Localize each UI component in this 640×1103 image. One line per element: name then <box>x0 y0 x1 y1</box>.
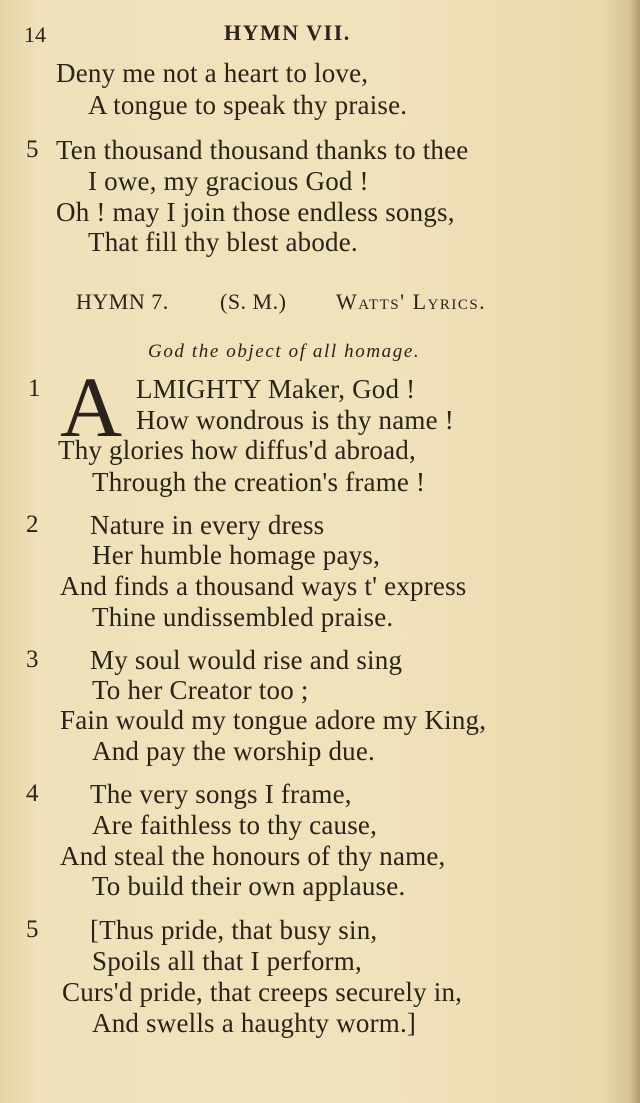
verse-line: Fain would my tongue adore my King, <box>60 705 487 735</box>
page-edge-shadow <box>630 0 640 1103</box>
verse-line: Through the creation's frame ! <box>92 467 426 497</box>
verse-number: 5 <box>26 916 39 943</box>
verse-number: 1 <box>28 375 41 402</box>
verse-line: Curs'd pride, that creeps securely in, <box>62 977 463 1007</box>
verse-line: The very songs I frame, <box>90 779 352 809</box>
hymn-source: Watts' Lyrics. <box>336 289 487 314</box>
verse-line: LMIGHTY Maker, God ! <box>136 374 416 404</box>
verse-line: [Thus pride, that busy sin, <box>90 915 378 945</box>
hymn-title: HYMN 7. <box>76 289 169 314</box>
verse-line: And swells a haughty worm.] <box>92 1008 417 1038</box>
verse-line: That fill thy blest abode. <box>88 227 358 257</box>
verse-line: To build their own applause. <box>92 871 406 901</box>
page-number: 14 <box>24 22 46 47</box>
running-head: HYMN VII. <box>224 20 351 45</box>
verse-line: I owe, my gracious God ! <box>88 166 369 196</box>
verse-number: 3 <box>26 646 39 673</box>
verse-line: And steal the honours of thy name, <box>60 841 446 871</box>
verse-line: And finds a thousand ways t' express <box>60 571 467 601</box>
verse-line: Thine undissembled praise. <box>92 602 394 632</box>
verse-line: Are faithless to thy cause, <box>92 810 378 840</box>
hymn-meter: (S. M.) <box>220 289 287 314</box>
verse-line: How wondrous is thy name ! <box>136 405 454 435</box>
verse-line: And pay the worship due. <box>92 736 376 766</box>
verse-line: My soul would rise and sing <box>90 645 403 675</box>
verse-line: Her humble homage pays, <box>92 540 381 570</box>
verse-line: Spoils all that I perform, <box>92 946 362 976</box>
verse-number: 4 <box>26 780 39 807</box>
verse-line: Oh ! may I join those endless songs, <box>56 197 455 227</box>
hymn-subtitle: God the object of all homage. <box>148 341 421 362</box>
drop-cap: A <box>60 359 123 455</box>
verse-line: A tongue to speak thy praise. <box>88 90 408 120</box>
verse-line: Ten thousand thousand thanks to thee <box>56 135 469 165</box>
verse-line: Deny me not a heart to love, <box>56 58 369 88</box>
verse-line: To her Creator too ; <box>92 675 309 705</box>
verse-line: Thy glories how diffus'd abroad, <box>58 435 416 465</box>
verse-line: Nature in every dress <box>90 510 325 540</box>
verse-number: 5 <box>26 136 39 163</box>
verse-number: 2 <box>26 511 39 538</box>
